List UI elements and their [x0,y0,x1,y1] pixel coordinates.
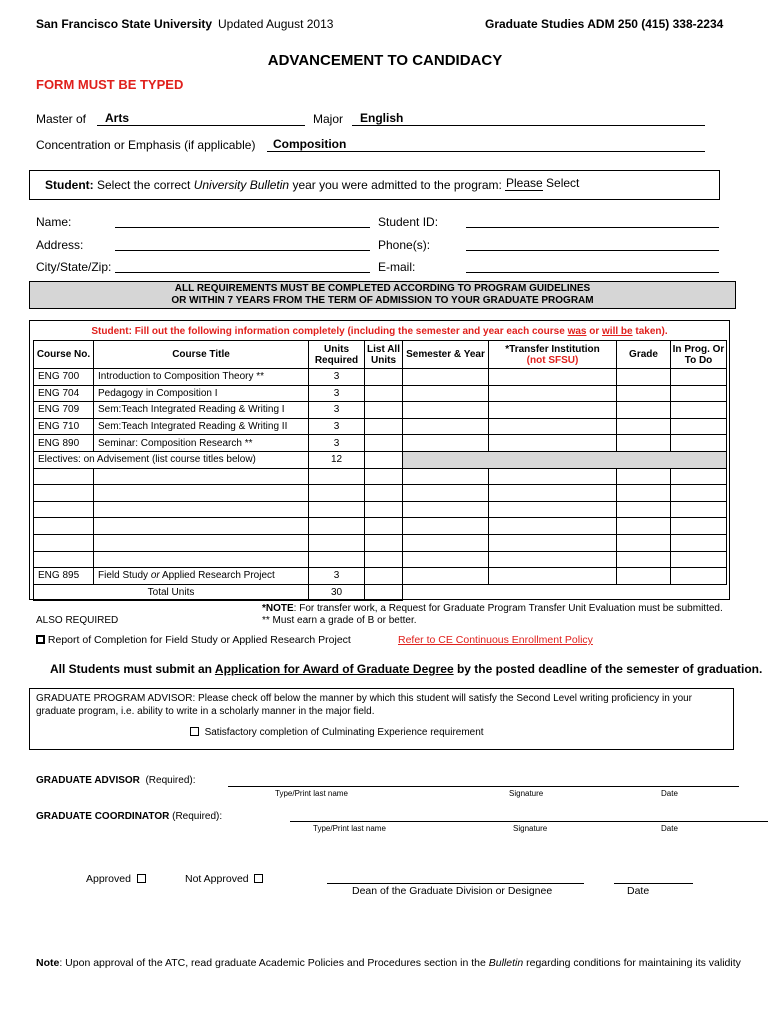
advisor-date-caption: Date [661,789,678,798]
header-not-sfsu: (not SFSU) [526,354,579,366]
approved-checkbox[interactable] [137,874,146,883]
email-label: E-mail: [378,260,416,274]
city-field[interactable] [115,272,370,273]
in-prog-cell[interactable] [671,534,727,551]
report-label: Report of Completion for Field Study or Applied Research Project [47,634,351,646]
culminating-checkbox[interactable] [190,727,199,736]
header-semester-year: Semester & Year [403,341,489,369]
dean-date-caption: Date [627,885,650,897]
approved-label: Approved [86,873,131,885]
header-grade: Grade [617,341,671,369]
bulletin-prompt [45,178,502,192]
field-study-row [34,568,727,585]
master-field[interactable]: Arts [105,111,130,125]
advisor-type-print: Type/Print last name [275,789,348,798]
updated-date: Updated August 2013 [218,17,334,31]
grade-cell[interactable] [617,551,671,568]
list-units-cell[interactable] [365,435,403,452]
grade-cell[interactable] [617,568,671,585]
course-no: ENG 709 [34,402,94,419]
report-checkbox[interactable] [36,635,45,644]
note-text: : For transfer work, a Request for Graduate Program Transfer Unit Evaluation must be submitted. [293,603,723,614]
graduate-coordinator [36,811,222,822]
note-label: *NOTE [262,603,294,614]
award-b: by the posted deadline of the semester of graduation. [453,662,763,676]
office-info: Graduate Studies ADM 250 (415) 338-2234 [485,17,724,31]
course-title: Pedagogy in Composition I [94,385,309,402]
culminating-option [190,727,484,738]
table-row [34,468,727,485]
address-field[interactable] [115,250,370,251]
also-required: ALSO REQUIRED [36,615,119,626]
in-prog-cell[interactable] [671,369,727,386]
electives-shaded [403,451,727,468]
semester-cell[interactable] [403,385,489,402]
address-label: Address: [36,238,84,252]
course-title-cell[interactable] [94,501,309,518]
units-cell[interactable] [309,468,365,485]
course-no-cell[interactable] [34,485,94,502]
semester-cell[interactable] [403,551,489,568]
units-required: 3 [309,385,365,402]
student-id-field[interactable] [466,227,719,228]
in-prog-cell[interactable] [671,468,727,485]
grade-cell[interactable] [617,534,671,551]
concentration-label: Concentration or Emphasis (if applicable) [36,138,256,152]
course-title-cell[interactable] [94,534,309,551]
major-field[interactable]: English [360,111,404,125]
bulletin-select-underline [505,190,543,191]
list-units-cell[interactable] [365,468,403,485]
semester-cell[interactable] [403,501,489,518]
course-title-cell[interactable] [94,468,309,485]
advisor-line1: GRADUATE PROGRAM ADVISOR: Please check off below the manner by which this student will satisfy the Second Level writing proficiency in your [36,693,693,704]
concentration-field[interactable]: Composition [273,137,347,151]
course-instruction [33,326,726,337]
dean-caption: Dean of the Graduate Division or Designee [352,885,553,897]
university-name: San Francisco State University [36,17,213,31]
not-approved-option [185,873,263,885]
transfer-cell[interactable] [489,534,617,551]
course-no-cell[interactable] [34,501,94,518]
table-row [34,534,727,551]
course-title-cell[interactable] [94,518,309,535]
units-cell[interactable] [309,551,365,568]
instruction-end: taken). [632,326,668,337]
in-prog-cell[interactable] [671,518,727,535]
phone-label: Phone(s): [378,238,431,252]
semester-cell[interactable] [403,369,489,386]
grade-cell[interactable] [617,385,671,402]
requirements-line2: OR WITHIN 7 YEARS FROM THE TERM OF ADMISSION TO YOUR GRADUATE PROGRAM [171,295,594,306]
transfer-cell[interactable] [489,402,617,419]
coordinator-signature-caption: Signature [513,824,548,833]
in-prog-cell[interactable] [671,435,727,452]
course-no: ENG 700 [34,369,94,386]
semester-cell[interactable] [403,418,489,435]
grade-cell[interactable] [617,468,671,485]
dean-signature-line[interactable] [327,883,584,884]
units-required: 3 [309,369,365,386]
transfer-cell[interactable] [489,435,617,452]
list-units-cell[interactable] [365,402,403,419]
list-units-cell[interactable] [365,551,403,568]
bulletin-italic: University Bulletin [193,178,290,192]
units-required: 3 [309,402,365,419]
course-no-cell[interactable] [34,468,94,485]
electives-row [34,451,727,468]
coordinator-date-caption: Date [661,824,678,833]
report-completion [36,634,351,646]
concentration-underline [267,151,705,152]
transfer-cell[interactable] [489,418,617,435]
instruction-text: Student: Fill out the following information completely (including the semester and year each course [91,326,568,337]
list-units-cell[interactable] [365,369,403,386]
email-field[interactable] [466,272,719,273]
instruction-was: was [567,326,587,337]
header-units-required: Units Required [309,341,365,369]
header-course-no: Course No. [34,341,94,369]
semester-cell[interactable] [403,435,489,452]
course-title-cell[interactable] [94,551,309,568]
course-title: Introduction to Composition Theory ** [94,369,309,386]
typed-notice: FORM MUST BE TYPED [36,77,184,92]
dean-date-line[interactable] [614,883,693,884]
units-required: 3 [309,418,365,435]
total-units: 30 [309,584,365,601]
graduate-advisor [36,775,196,786]
grade-cell[interactable] [617,435,671,452]
grade-cell[interactable] [617,369,671,386]
course-title-cell[interactable] [94,485,309,502]
total-label: Total Units [34,584,309,601]
course-no: ENG 890 [34,435,94,452]
in-prog-cell[interactable] [671,568,727,585]
units-cell[interactable] [309,501,365,518]
grade-cell[interactable] [617,402,671,419]
graduate-coordinator-req: (Required): [172,811,223,822]
table-row [34,402,727,419]
table-header-row [34,341,727,369]
semester-cell[interactable] [403,468,489,485]
transfer-cell[interactable] [489,369,617,386]
phone-field[interactable] [466,250,719,251]
electives-label: Electives: on Advisement (list course titles below) [34,451,309,468]
field-study-b: Applied Research Project [159,570,275,582]
list-units-cell[interactable] [365,518,403,535]
grade-cell[interactable] [617,485,671,502]
footer-text-b: regarding conditions for maintaining its validity [523,957,741,969]
list-units-cell[interactable] [365,451,403,468]
course-no: ENG 895 [34,568,94,585]
transfer-cell[interactable] [489,385,617,402]
award-notice [50,662,762,676]
course-no: ENG 710 [34,418,94,435]
field-study-or: or [150,570,160,582]
instruction-will-be: will be [602,326,633,337]
graduate-advisor-req: (Required): [145,775,196,786]
semester-cell[interactable] [403,568,489,585]
in-prog-cell[interactable] [671,501,727,518]
course-title: Sem:Teach Integrated Reading & Writing II [94,418,309,435]
electives-units: 12 [309,451,365,468]
semester-cell[interactable] [403,485,489,502]
course-title: Seminar: Composition Research ** [94,435,309,452]
coordinator-signature-line[interactable] [290,821,768,822]
grade-cell[interactable] [617,418,671,435]
bulletin-text-a: Select the correct [97,178,191,192]
list-units-cell[interactable] [365,534,403,551]
graduate-coordinator-label: GRADUATE COORDINATOR [36,811,170,822]
table-row [34,501,727,518]
transfer-cell[interactable] [489,485,617,502]
total-row [34,584,727,601]
student-id-label: Student ID: [378,215,439,229]
culminating-label: Satisfactory completion of Culminating Experience requirement [204,727,484,738]
award-link[interactable]: Application for Award of Graduate Degree [214,662,454,676]
course-no-cell[interactable] [34,551,94,568]
name-label: Name: [36,215,72,229]
advisor-signature-caption: Signature [509,789,544,798]
table-row [34,485,727,502]
total-empty [403,584,727,601]
ce-policy-link[interactable]: Refer to CE Continuous Enrollment Policy [398,634,593,646]
table-row [34,551,727,568]
advisor-line2: graduate program, i.e. ability to write in a scholarly manner in the major field. [36,706,375,717]
table-row [34,418,727,435]
requirements-line1: ALL REQUIREMENTS MUST BE COMPLETED ACCORDING TO PROGRAM GUIDELINES [174,283,591,294]
footer-text-a: : Upon approval of the ATC, read graduate Academic Policies and Procedures section in the [59,957,489,969]
grade-note: ** Must earn a grade of B or better. [262,615,417,626]
master-label: Master of [36,112,87,126]
transfer-cell[interactable] [489,501,617,518]
grade-cell[interactable] [617,501,671,518]
in-prog-cell[interactable] [671,485,727,502]
table-row [34,435,727,452]
list-units-cell[interactable] [365,418,403,435]
master-underline [97,125,305,126]
units-cell[interactable] [309,534,365,551]
field-study-a: Field Study [98,570,151,582]
course-no-cell[interactable] [34,534,94,551]
page-title: ADVANCEMENT TO CANDIDACY [267,52,503,69]
major-label: Major [313,112,344,126]
transfer-cell[interactable] [489,551,617,568]
grade-cell[interactable] [617,518,671,535]
semester-cell[interactable] [403,534,489,551]
major-underline [352,125,705,126]
course-title [94,568,309,585]
not-approved-checkbox[interactable] [254,874,263,883]
units-required: 3 [309,435,365,452]
footer-note-label: Note [36,957,60,969]
units-cell[interactable] [309,518,365,535]
not-approved-label: Not Approved [185,873,249,885]
units-required: 3 [309,568,365,585]
in-prog-cell[interactable] [671,402,727,419]
award-a: All Students must submit an [50,662,215,676]
table-row [34,385,727,402]
in-prog-cell[interactable] [671,385,727,402]
course-no: ENG 704 [34,385,94,402]
advisor-signature-line[interactable] [228,786,739,787]
transfer-note [262,603,723,614]
transfer-cell[interactable] [489,568,617,585]
footer-note [36,957,741,969]
in-prog-cell[interactable] [671,418,727,435]
semester-cell[interactable] [403,518,489,535]
footer-bulletin: Bulletin [488,957,524,969]
student-label: Student: [45,178,94,192]
table-row [34,518,727,535]
list-units-cell[interactable] [365,385,403,402]
header-transfer-institution: *Transfer Institution [505,343,600,355]
transfer-cell[interactable] [489,518,617,535]
in-prog-cell[interactable] [671,551,727,568]
city-label: City/State/Zip: [36,260,112,274]
semester-cell[interactable] [403,402,489,419]
list-units-cell[interactable] [365,568,403,585]
transfer-cell[interactable] [489,468,617,485]
bulletin-text-b: year you were admitted to the program: [292,178,502,192]
units-cell[interactable] [309,485,365,502]
header-transfer [489,341,617,369]
approved-option [86,873,146,885]
table-row [34,369,727,386]
name-field[interactable] [115,227,370,228]
header-course-title: Course Title [94,341,309,369]
coordinator-type-print: Type/Print last name [313,824,386,833]
bulletin-select[interactable]: Please Select [506,176,580,190]
course-table [33,340,727,601]
course-no-cell[interactable] [34,518,94,535]
graduate-advisor-label: GRADUATE ADVISOR [36,775,140,786]
list-units-cell[interactable] [365,485,403,502]
instruction-or: or [586,326,603,337]
course-title: Sem:Teach Integrated Reading & Writing I [94,402,309,419]
header-in-prog: In Prog. Or To Do [671,341,727,369]
list-units-cell[interactable] [365,501,403,518]
total-list-units[interactable] [365,584,403,601]
header-list-all-units: List All Units [365,341,403,369]
